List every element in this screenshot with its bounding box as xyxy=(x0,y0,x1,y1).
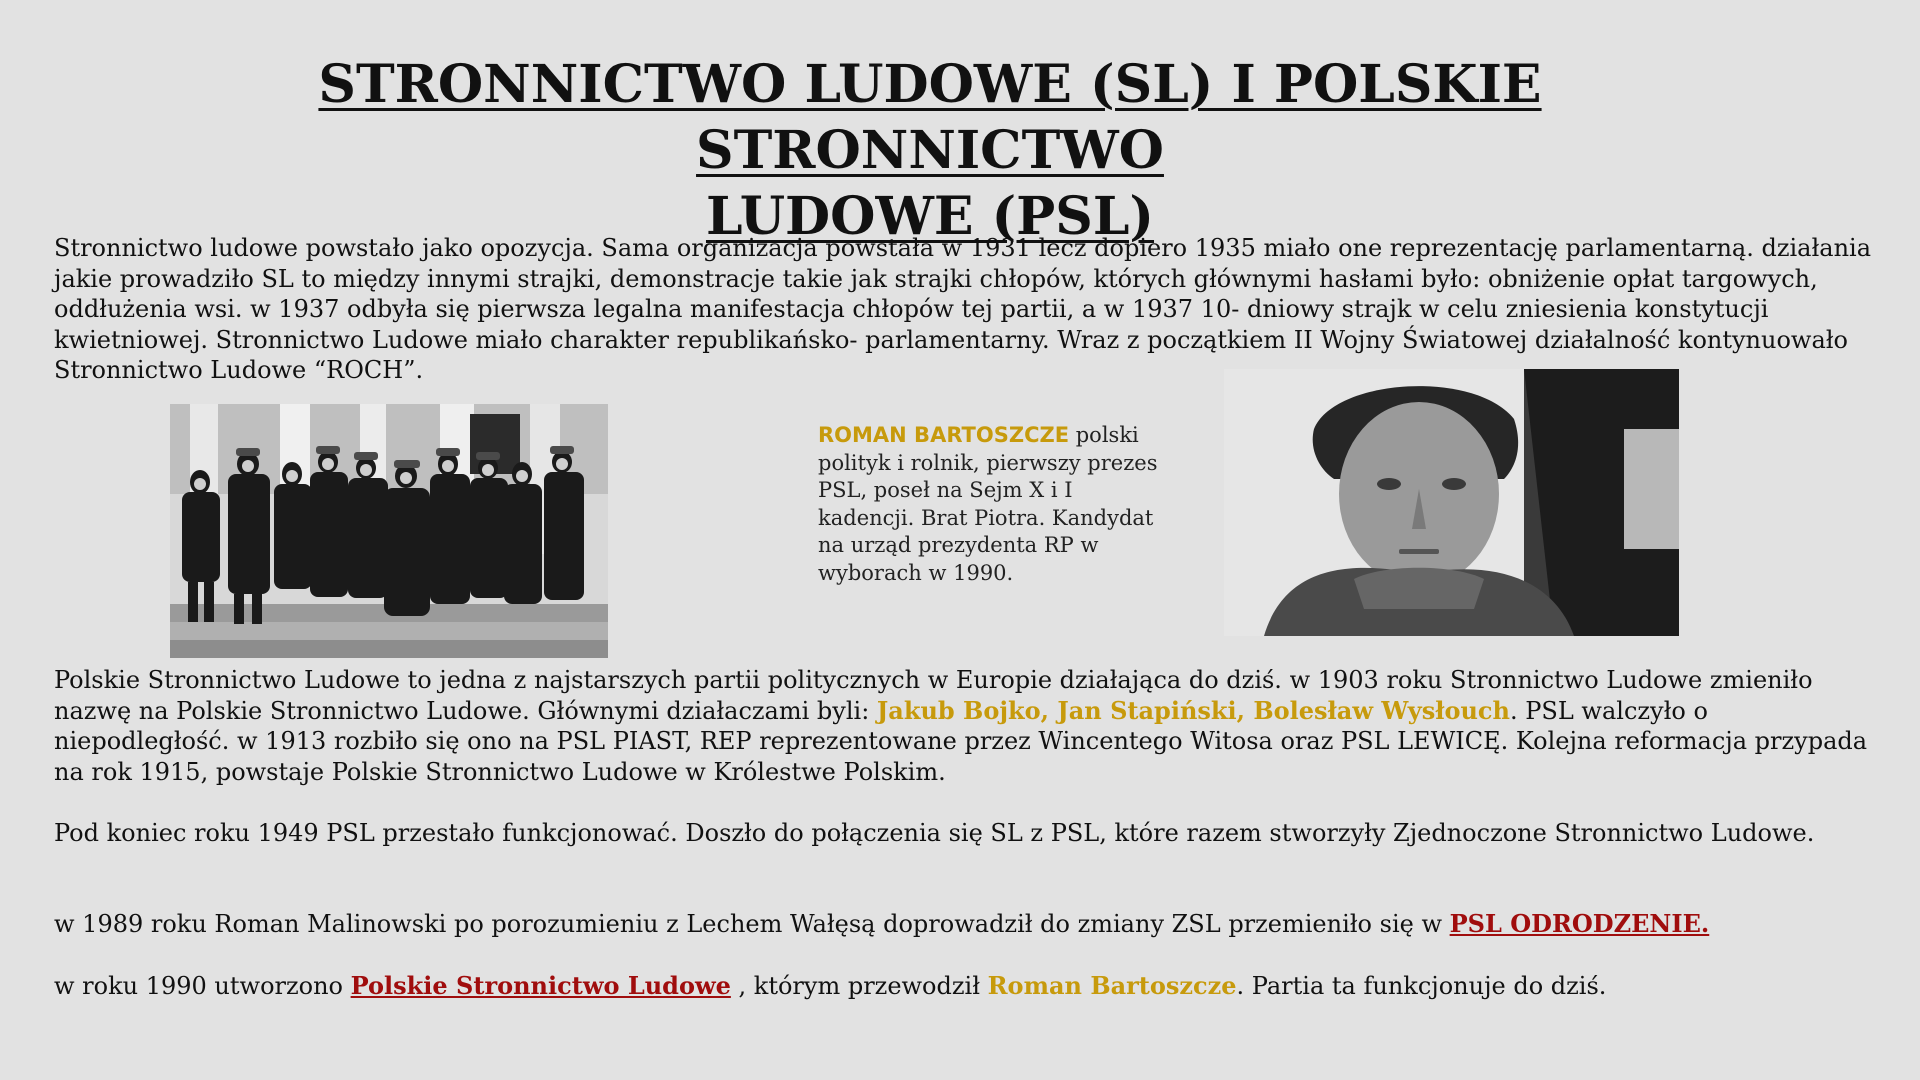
title-line-2: LUDOWE (PSL) xyxy=(705,186,1155,247)
final-text-1: w roku 1990 utworzono xyxy=(54,972,351,1000)
psl-link[interactable]: Polskie Stronnictwo Ludowe xyxy=(350,971,731,1000)
title-line-1: STRONNICTWO LUDOWE (SL) I POLSKIE STRONNICTWO xyxy=(318,54,1542,181)
final-text-2: , którym przewodził xyxy=(730,972,988,1000)
psl-text-2: . PSL walczyło o niepodległość. w 1913 rozbiło się ono na PSL PIAST, REP reprezentowane przez Wincentego Witosa oraz PSL LEWICĘ. Kolejna reformacja przypada na rok 1915, powstaje Polskie Stronnictwo Ludowe w Królestwe Polskim. xyxy=(54,696,1868,786)
psl-paragraph xyxy=(54,665,1874,787)
final-text-3: . Partia ta funkcjonuje do dziś. xyxy=(1236,972,1607,1000)
leader-name: Roman Bartoszcze xyxy=(987,971,1237,1000)
portrait-caption xyxy=(818,422,1158,587)
psl-leaders: Jakub Bojko, Jan Stapiński, Bolesław Wysłouch xyxy=(876,695,1510,725)
intro-paragraph: Stronnictwo ludowe powstało jako opozycja. Sama organizacja powstała w 1931 lecz dopiero 1935 miało one reprezentację parlamentarną. działania jakie prowadziło SL to między innymi strajki, demonstracje takie jak strajki chłopów, których głównymi hasłami było: obniżenie opłat targowych, oddłużenia wsi. w 1937 odbyła się pierwsza legalna manifestacja chłopów tej partii, a w 1937 10- dniowy strajk w celu zniesienia konstytucji kwietniowej. Stronnictwo Ludowe miało charakter republikańsko- parlamentarny. Wraz z początkiem II Wojny Światowej działalność kontynuowało Stronnictwo Ludowe “ROCH”. xyxy=(54,234,1872,384)
final-paragraph xyxy=(54,971,1874,1002)
end-paragraph: Pod koniec roku 1949 PSL przestało funkcjonować. Doszło do połączenia się SL z PSL, które razem stworzyły Zjednoczone Stronnictwo Ludowe. xyxy=(54,819,1815,847)
page-title xyxy=(150,52,1710,250)
caption-text: polski polityk i rolnik, pierwszy prezes PSL, poseł na Sejm X i I kadencji. Brat Piotra. Kandydat na urząd prezydenta RP w wyborach w 1990. xyxy=(818,423,1158,585)
group-photo xyxy=(170,404,608,658)
psl-odrodzenie-link[interactable]: PSL ODRODZENIE. xyxy=(1449,909,1710,938)
rebirth-text: w 1989 roku Roman Malinowski po porozumieniu z Lechem Wałęsą doprowadził do zmiany ZSL przemieniło się w xyxy=(54,910,1450,938)
rebirth-paragraph xyxy=(54,909,1874,940)
portrait-photo xyxy=(1224,369,1679,636)
psl-text-1: Polskie Stronnictwo Ludowe to jedna z najstarszych partii politycznych w Europie działająca do dziś. w 1903 roku Stronnictwo Ludowe zmieniło nazwę na Polskie Stronnictwo Ludowe. Głównymi działaczami byli: xyxy=(54,666,1813,725)
caption-name: ROMAN BARTOSZCZE xyxy=(818,423,1070,447)
